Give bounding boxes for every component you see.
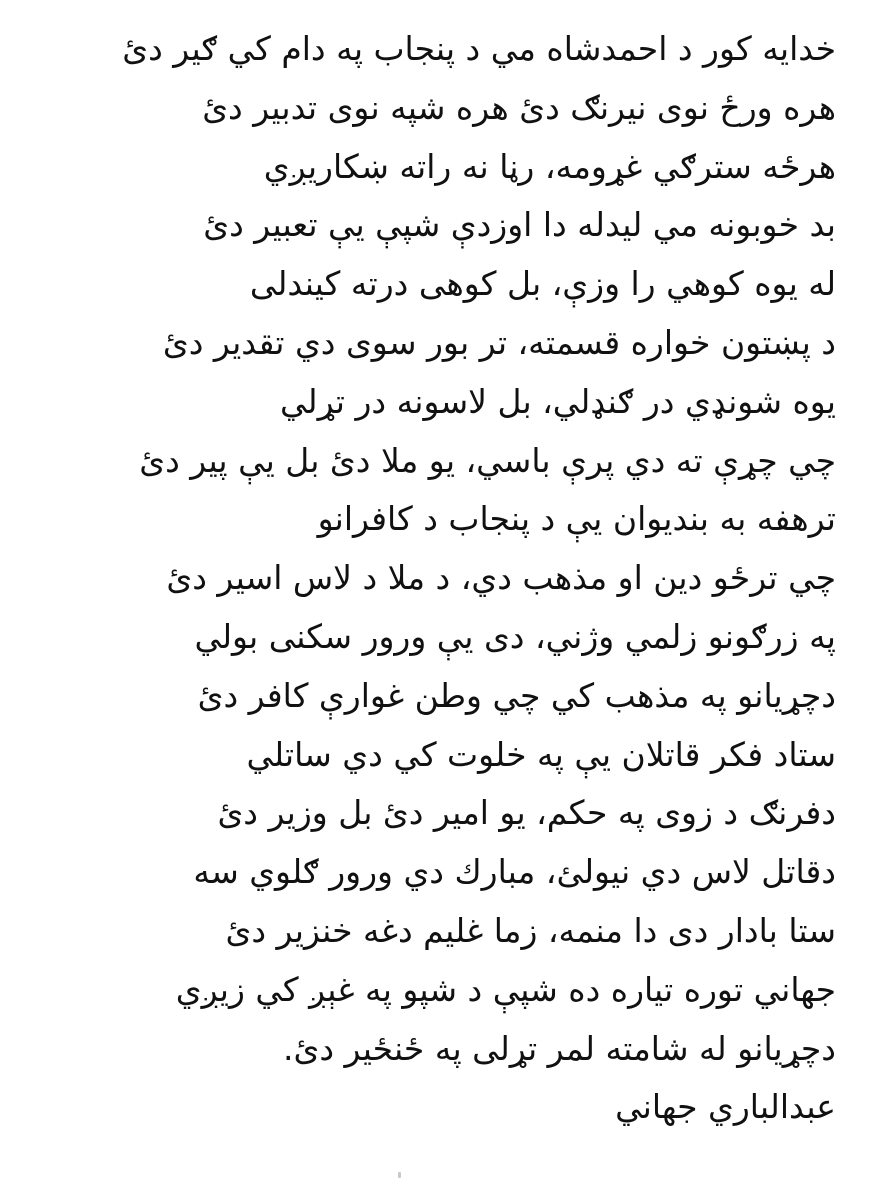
poem-line-17: جهاني توره تیاره ده شپې د شپو په غېږ کي زیږي — [175, 969, 836, 1009]
poem-line-8: چي چړې ته دي پرې باسي، یو ملا دئ بل یې پیر دئ — [139, 440, 836, 480]
poem-line-7: یوه شونډي در ګنډلي، بل لاسونه در تړلي — [280, 381, 836, 421]
poem-line-3: هرځه سترګي غړومه، رڼا نه راته ښکاریږي — [263, 146, 836, 186]
poem-line-6: د پښتون خواره قسمته، تر بور سوی دي تقدیر دئ — [162, 322, 836, 362]
poem-line-16: ستا بادار دی دا منمه، زما غلیم دغه خنزیر دئ — [225, 910, 836, 950]
poem-line-1: خدایه کور د احمدشاه مي د پنجاب په دام کي ګیر دئ — [122, 29, 836, 68]
poem-line-9: ترهفه به بندیوان یې د پنجاب د کافرانو — [317, 499, 836, 539]
poem-line-11: په زرګونو زلمي وژني، دی یې ورور سکنی بولي — [194, 616, 836, 656]
poem-line-15: دقاتل لاس دي نیولئ، مبارك دي ورور ګلوي سه — [193, 852, 836, 892]
author-signature: عبدالباري جهاني — [615, 1087, 836, 1127]
poem-line-14: دفرنګ د زوی په حکم، یو امیر دئ بل وزیر دئ — [217, 793, 836, 833]
poem-text — [40, 20, 836, 1137]
poem-line-10: چي ترځو دین او مذهب دي، د ملا د لاس اسیر دئ — [166, 558, 836, 598]
poem-line-4: بد خوبونه مي لیدله دا اوزدې شپې یې تعبیر دئ — [203, 205, 836, 245]
poem-line-18: دچړیانو له شامته لمر تړلی په ځنځیر دئ. — [283, 1028, 836, 1068]
poem-line-2: هره ورځ نوی نیرنګ دئ هره شپه نوی تدبیر دئ — [202, 87, 836, 127]
scroll-indicator[interactable] — [398, 1172, 401, 1178]
poem-line-5: له یوه کوهي را وزې، بل کوهی درته کیندلی — [249, 264, 836, 304]
poem-line-13: ستاد فکر قاتلان یې په خلوت کي دي ساتلي — [246, 734, 836, 774]
poem-line-12: دچړیانو په مذهب کي چي وطن غوارې کافر دئ — [197, 675, 836, 715]
